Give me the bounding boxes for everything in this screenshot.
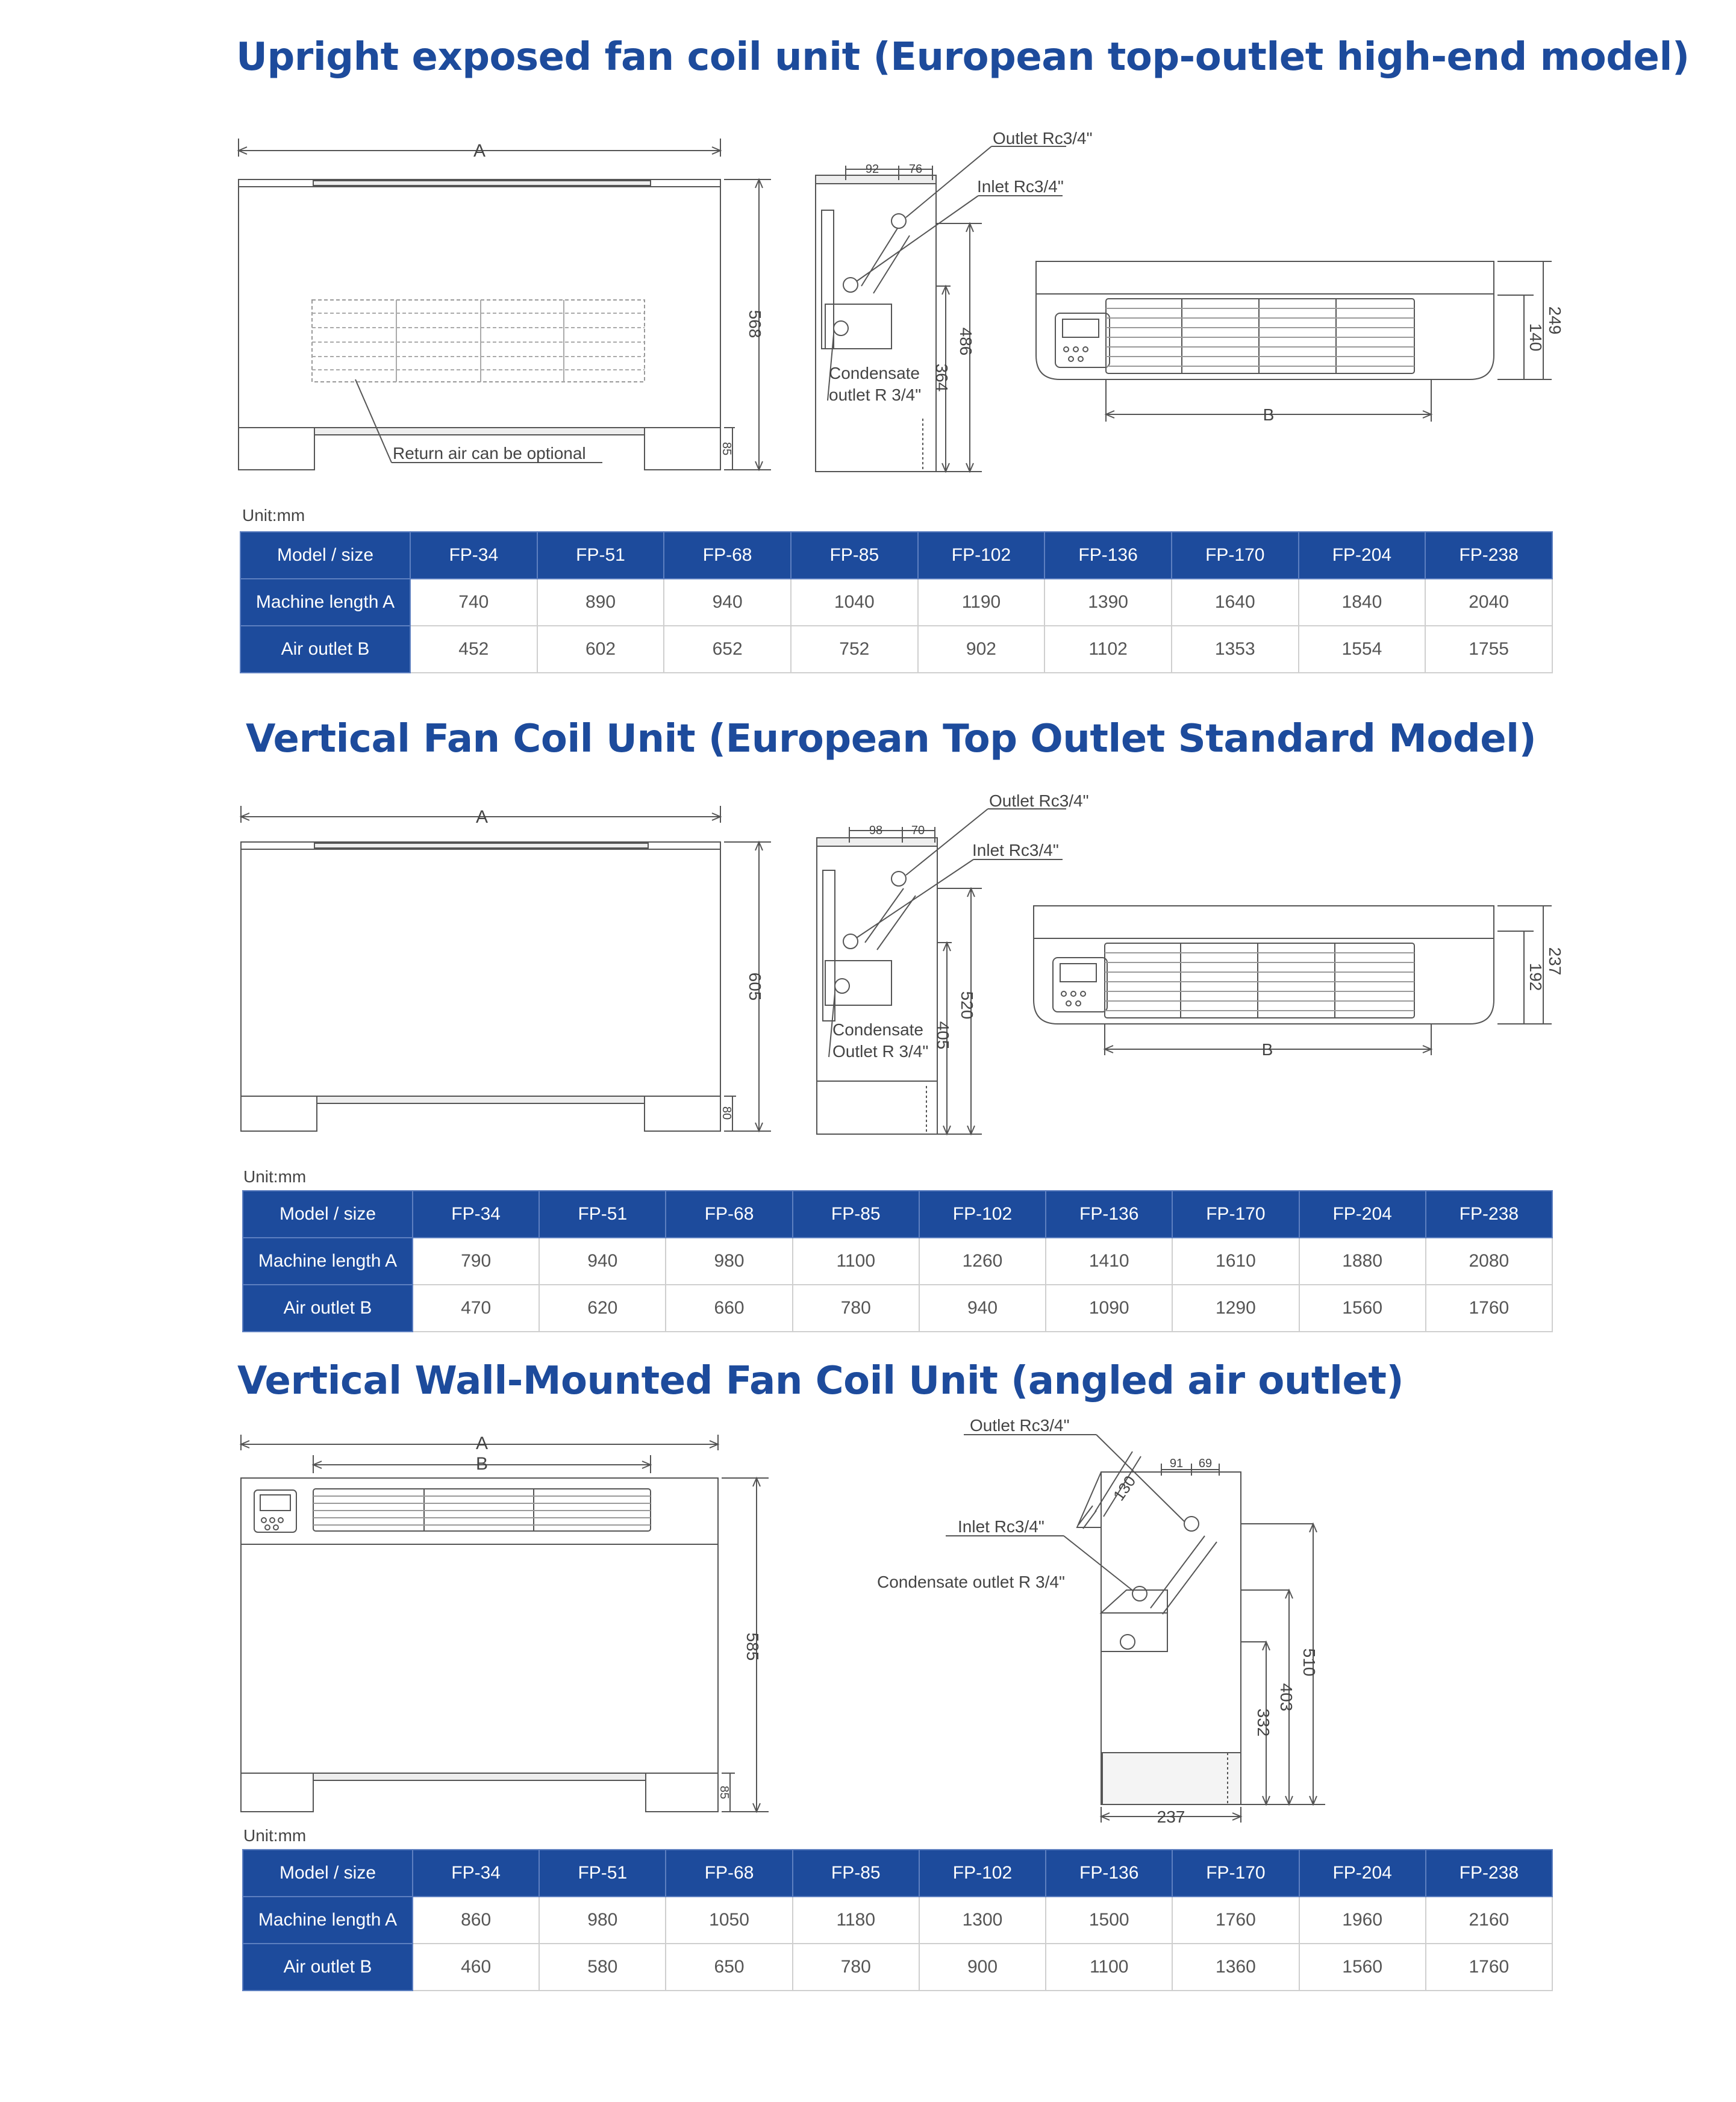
table-header-cell: Model / size: [243, 1191, 413, 1238]
table-row-label: Air outlet B: [240, 626, 410, 673]
section-1-unit-label: Unit:mm: [242, 506, 305, 525]
table-row-label: Air outlet B: [243, 1285, 413, 1332]
section-2-h192-label: 192: [1526, 962, 1545, 991]
section-1-condensate-label: Condensate: [829, 364, 920, 382]
table-header-cell: FP-204: [1299, 532, 1426, 579]
section-1-h486-label: 486: [957, 327, 975, 356]
section-2-gap1-label: 98: [869, 824, 883, 837]
section-2-unit-label: Unit:mm: [243, 1167, 307, 1186]
section-2-outlet-label: Outlet Rc3/4": [989, 791, 1089, 810]
table-header-cell: FP-204: [1299, 1850, 1426, 1897]
section-1-spec-table: [240, 531, 1553, 673]
table-header-cell: FP-102: [919, 1850, 1046, 1897]
table-cell: 1640: [1172, 579, 1299, 626]
table-header-cell: FP-238: [1426, 1191, 1552, 1238]
section-1-outlet-label: Outlet Rc3/4": [993, 129, 1093, 148]
table-cell: 790: [413, 1238, 539, 1285]
section-1-dim-b-label: B: [1263, 405, 1275, 424]
table-header-cell: FP-102: [918, 532, 1045, 579]
table-cell: 1410: [1046, 1238, 1172, 1285]
section-3-h332-label: 332: [1254, 1708, 1273, 1737]
table-header-cell: FP-68: [666, 1850, 792, 1897]
table-cell: 860: [413, 1897, 539, 1944]
section-3-gap1-label: 91: [1169, 1457, 1184, 1470]
section-1-title: Upright exposed fan coil unit (European top-outlet high-end model): [236, 35, 1690, 80]
table-cell: 602: [537, 626, 664, 673]
table-row-label: Machine length A: [243, 1897, 413, 1944]
table-row-label: Machine length A: [243, 1238, 413, 1285]
table-cell: 460: [413, 1944, 539, 1991]
table-cell: 1840: [1299, 579, 1426, 626]
section-1-dim-a-label: A: [473, 141, 486, 161]
table-cell: 980: [539, 1897, 666, 1944]
table-header-cell: FP-85: [793, 1191, 919, 1238]
section-3-condensate-label: Condensate outlet R 3/4": [877, 1573, 1065, 1591]
section-1-h249-label: 249: [1546, 306, 1564, 335]
section-3-spec-table: [242, 1849, 1553, 1991]
table-cell: 902: [918, 626, 1045, 673]
section-2-dim-height-label: 605: [746, 972, 764, 1001]
table-row: [243, 1285, 1552, 1332]
table-header-cell: FP-238: [1425, 532, 1552, 579]
section-3-d130-label: 130: [1109, 1472, 1140, 1505]
table-cell: 890: [537, 579, 664, 626]
table-cell: 650: [666, 1944, 792, 1991]
table-cell: 740: [410, 579, 537, 626]
table-cell: 1090: [1046, 1285, 1172, 1332]
section-3-dim-foot-label: 85: [717, 1785, 731, 1800]
table-header-cell: FP-136: [1046, 1850, 1172, 1897]
section-3-inlet-label: Inlet Rc3/4": [958, 1517, 1044, 1536]
section-1-table-header-row: [240, 532, 1552, 579]
section-2-h237-label: 237: [1546, 947, 1564, 976]
table-row-label: Air outlet B: [243, 1944, 413, 1991]
table-cell: 470: [413, 1285, 539, 1332]
table-cell: 900: [919, 1944, 1046, 1991]
table-header-cell: FP-170: [1172, 1191, 1299, 1238]
table-cell: 1500: [1046, 1897, 1172, 1944]
table-header-cell: FP-136: [1046, 1191, 1172, 1238]
section-1-return-note: Return air can be optional: [393, 444, 586, 463]
section-2-table-header-row: [243, 1191, 1552, 1238]
section-3-w237-label: 237: [1157, 1807, 1185, 1826]
section-1-front-view: [229, 133, 783, 476]
table-cell: 1755: [1425, 626, 1552, 673]
table-header-cell: FP-204: [1299, 1191, 1426, 1238]
table-cell: 780: [793, 1285, 919, 1332]
section-1-condensate-label-2: outlet R 3/4": [829, 385, 922, 404]
section-3-dim-a-label: A: [475, 1433, 489, 1453]
section-3-unit-label: Unit:mm: [243, 1826, 307, 1845]
table-cell: 1260: [919, 1238, 1046, 1285]
table-cell: 1353: [1172, 626, 1299, 673]
table-cell: 2080: [1426, 1238, 1552, 1285]
table-header-cell: FP-51: [537, 532, 664, 579]
table-header-cell: FP-34: [413, 1850, 539, 1897]
section-2-h405-label: 405: [934, 1021, 952, 1050]
section-2-condensate-label-2: Outlet R 3/4": [832, 1042, 929, 1061]
section-3-h403-label: 403: [1277, 1683, 1296, 1712]
table-cell: 1190: [918, 579, 1045, 626]
table-cell: 1760: [1172, 1897, 1299, 1944]
table-header-cell: FP-136: [1044, 532, 1172, 579]
table-cell: 620: [539, 1285, 666, 1332]
table-row: [240, 626, 1552, 673]
section-1-dim-height-label: 568: [746, 310, 764, 338]
table-cell: 1560: [1299, 1944, 1426, 1991]
table-row: [243, 1238, 1552, 1285]
table-header-cell: Model / size: [240, 532, 410, 579]
table-header-cell: FP-34: [410, 532, 537, 579]
table-cell: 452: [410, 626, 537, 673]
section-3-h510-label: 510: [1300, 1648, 1319, 1677]
table-header-cell: FP-85: [791, 532, 918, 579]
section-3-outlet-label: Outlet Rc3/4": [970, 1416, 1070, 1435]
table-cell: 980: [666, 1238, 792, 1285]
table-cell: 940: [919, 1285, 1046, 1332]
table-header-cell: FP-102: [919, 1191, 1046, 1238]
table-cell: 1040: [791, 579, 918, 626]
table-row-label: Machine length A: [240, 579, 410, 626]
table-cell: 940: [539, 1238, 666, 1285]
section-2-dim-b-label: B: [1261, 1040, 1273, 1059]
table-header-cell: FP-170: [1172, 1850, 1299, 1897]
table-header-cell: FP-85: [793, 1850, 919, 1897]
section-1-gap2-label: 76: [908, 163, 923, 176]
section-3-table-header-row: [243, 1850, 1552, 1897]
section-3-side-view: [867, 1409, 1373, 1831]
section-1-h364-label: 364: [932, 363, 951, 392]
table-cell: 2160: [1426, 1897, 1552, 1944]
section-2-plan-view: [1024, 897, 1578, 1078]
table-cell: 1960: [1299, 1897, 1426, 1944]
table-cell: 1300: [919, 1897, 1046, 1944]
table-cell: 1100: [1046, 1944, 1172, 1991]
table-cell: 1050: [666, 1897, 792, 1944]
table-header-cell: FP-238: [1426, 1850, 1552, 1897]
table-header-cell: Model / size: [243, 1850, 413, 1897]
table-cell: 652: [664, 626, 791, 673]
table-header-cell: FP-68: [666, 1191, 792, 1238]
section-1-inlet-label: Inlet Rc3/4": [977, 177, 1064, 196]
table-cell: 1760: [1426, 1285, 1552, 1332]
section-2-h520-label: 520: [958, 991, 976, 1020]
section-2-dim-a-label: A: [475, 807, 489, 827]
section-3-dim-b-label: B: [475, 1454, 489, 1474]
table-row: [240, 579, 1552, 626]
section-2-dim-foot-label: 80: [720, 1106, 733, 1120]
section-3-dim-height-label: 585: [743, 1632, 762, 1661]
table-cell: 1290: [1172, 1285, 1299, 1332]
section-2-front-view: [229, 795, 783, 1138]
section-2-condensate-label: Condensate: [832, 1020, 924, 1039]
section-1-dim-foot-label: 85: [720, 441, 733, 456]
section-2-gap2-label: 70: [911, 824, 925, 837]
section-3-front-view: [229, 1421, 783, 1819]
table-cell: 940: [664, 579, 791, 626]
table-header-cell: FP-170: [1172, 532, 1299, 579]
table-header-cell: FP-68: [664, 532, 791, 579]
section-1-h140-label: 140: [1526, 323, 1545, 352]
table-cell: 1610: [1172, 1238, 1299, 1285]
table-cell: 2040: [1425, 579, 1552, 626]
table-cell: 1180: [793, 1897, 919, 1944]
table-cell: 580: [539, 1944, 666, 1991]
table-cell: 1554: [1299, 626, 1426, 673]
table-cell: 1760: [1426, 1944, 1552, 1991]
table-cell: 1880: [1299, 1238, 1426, 1285]
table-cell: 1102: [1044, 626, 1172, 673]
table-cell: 660: [666, 1285, 792, 1332]
table-header-cell: FP-51: [539, 1850, 666, 1897]
table-row: [243, 1897, 1552, 1944]
table-cell: 1560: [1299, 1285, 1426, 1332]
table-row: [243, 1944, 1552, 1991]
section-1-plan-view: [1024, 253, 1578, 434]
section-3-title: Vertical Wall-Mounted Fan Coil Unit (angled air outlet): [237, 1359, 1404, 1403]
table-cell: 752: [791, 626, 918, 673]
table-cell: 780: [793, 1944, 919, 1991]
section-2-spec-table: [242, 1190, 1553, 1332]
table-cell: 1390: [1044, 579, 1172, 626]
section-2-title: Vertical Fan Coil Unit (European Top Outlet Standard Model): [246, 717, 1537, 761]
table-header-cell: FP-34: [413, 1191, 539, 1238]
section-3-gap2-label: 69: [1198, 1457, 1213, 1470]
table-cell: 1360: [1172, 1944, 1299, 1991]
table-header-cell: FP-51: [539, 1191, 666, 1238]
section-2-inlet-label: Inlet Rc3/4": [972, 841, 1059, 859]
section-1-gap1-label: 92: [865, 163, 879, 176]
table-cell: 1100: [793, 1238, 919, 1285]
